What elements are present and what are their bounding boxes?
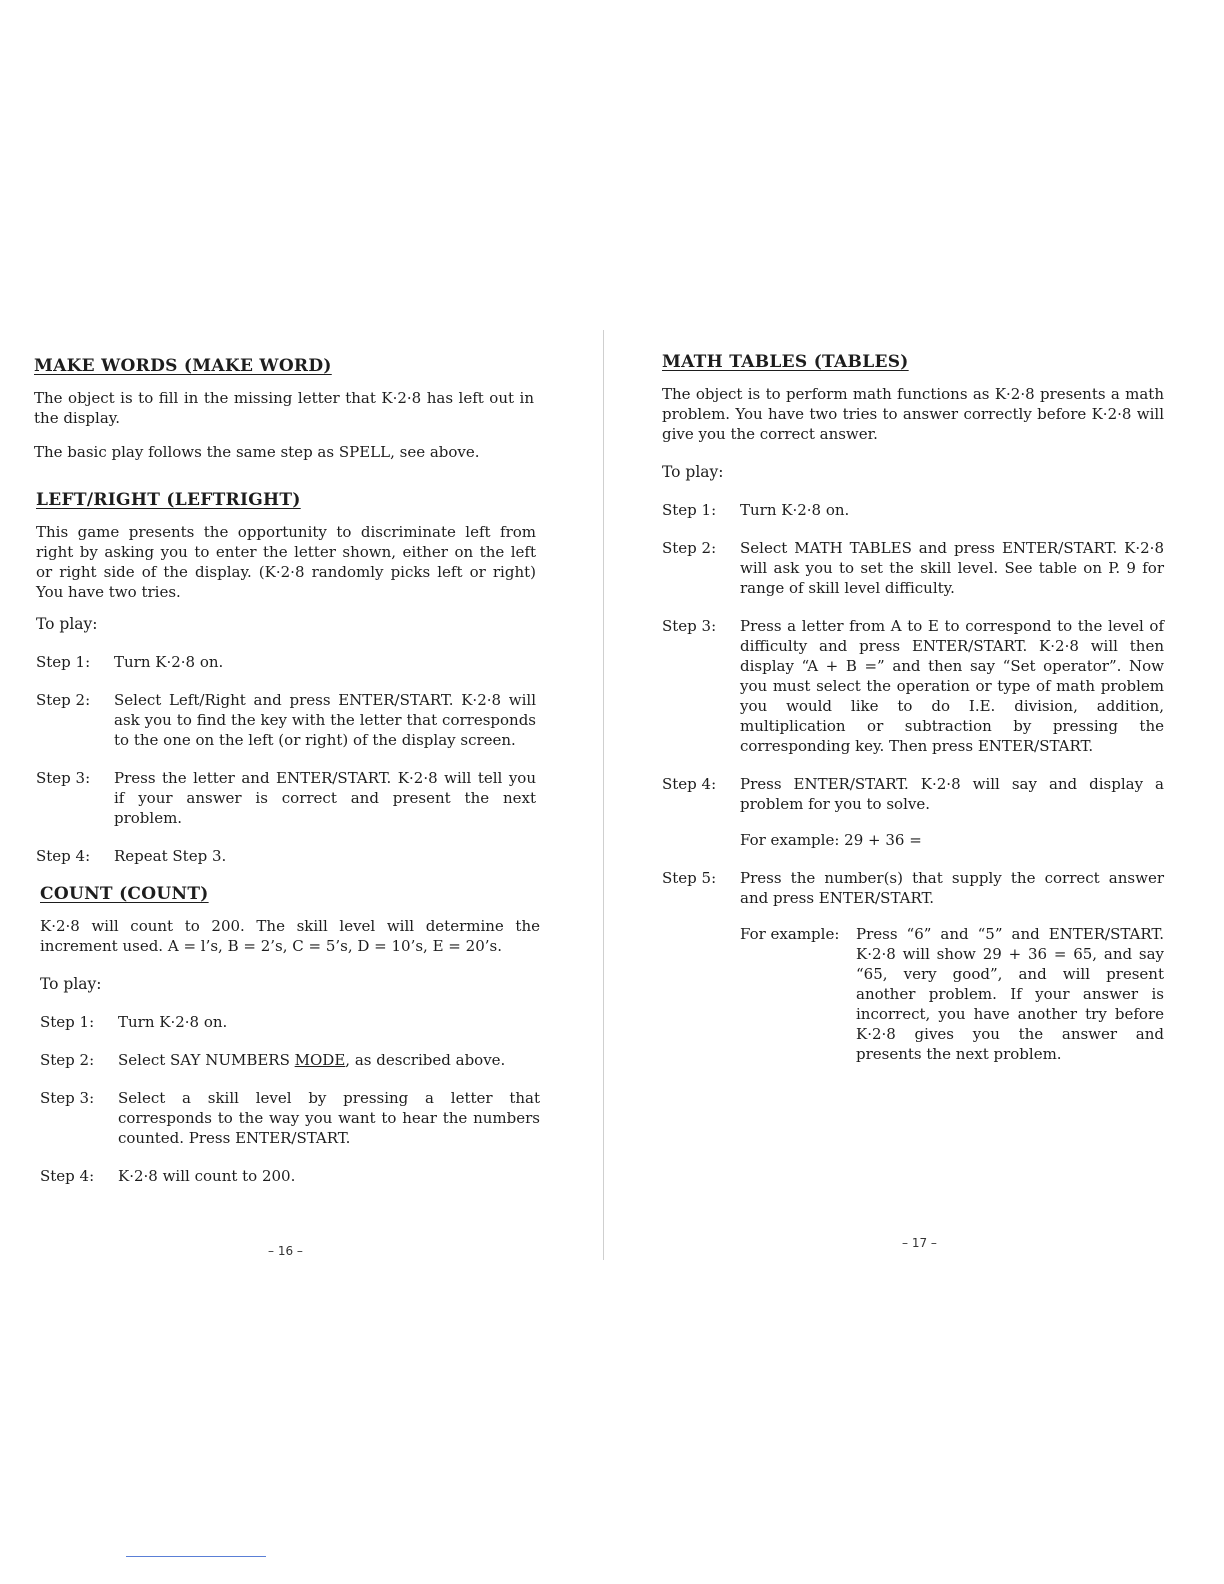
step-text: Select a skill level by pressing a letter that corresponds to the way you want to hear the numbers counted. Press ENTER/START. <box>118 1089 540 1147</box>
step-label: Step 3: <box>662 617 717 635</box>
left-right-step-1 <box>36 652 536 672</box>
step-text: Select MATH TABLES and press ENTER/START. K·2·8 will ask you to set the skill level. See table on P. 9 for range of skill level difficulty. <box>740 539 1164 597</box>
make-words-heading: MAKE WORDS (MAKE WORD) <box>34 356 332 376</box>
math-tables-step-1 <box>662 500 1164 520</box>
step-text-after: , as described above. <box>345 1051 506 1069</box>
left-right-step-4 <box>36 846 536 866</box>
count-step-4 <box>40 1166 540 1186</box>
page-number-16: – 16 – <box>268 1244 303 1258</box>
step-label: Step 1: <box>36 653 91 671</box>
step-text: Press a letter from A to E to correspond to the level of difficulty and press ENTER/START. K·2·8 will then display “A + B =” and then say “Set operator”. Now you must select the operation or type of math problem you would like to do I.E. division, addition, multiplication or subtraction by pressing the corresponding key. Then press ENTER/START. <box>740 617 1164 755</box>
step-label: Step 2: <box>40 1051 95 1069</box>
left-right-description: This game presents the opportunity to discriminate left from right by asking you to enter the letter shown, either on the left or right side of the display. (K·2·8 randomly picks left or right) You have two tries. <box>36 523 536 601</box>
math-tables-heading: MATH TABLES (TABLES) <box>662 352 909 372</box>
step-label: Step 2: <box>36 691 91 709</box>
mode-underlined: MODE <box>294 1051 346 1069</box>
step-label: Step 1: <box>662 501 717 519</box>
math-tables-to-play: To play: <box>662 463 724 481</box>
page-gutter-divider <box>603 330 604 1260</box>
step-label: Step 3: <box>40 1089 95 1107</box>
step-text: Repeat Step 3. <box>114 847 227 865</box>
step-4-example: For example: 29 + 36 = <box>740 831 922 849</box>
step-5-text: Press the number(s) that supply the correct answer and press ENTER/START. <box>740 869 1164 907</box>
step-text: Turn K·2·8 on. <box>118 1013 228 1031</box>
left-right-step-3 <box>36 768 536 828</box>
count-section <box>40 884 540 1186</box>
math-tables-step-3 <box>662 616 1164 756</box>
make-words-basic-play: The basic play follows the same step as SPELL, see above. <box>34 443 480 461</box>
step-text <box>118 1050 540 1070</box>
step-text <box>740 774 1164 850</box>
step-label: Step 1: <box>40 1013 95 1031</box>
math-tables-step-2 <box>662 538 1164 598</box>
step-text: Press the letter and ENTER/START. K·2·8 will tell you if your answer is correct and present the next problem. <box>114 769 536 827</box>
step-label: Step 2: <box>662 539 717 557</box>
make-words-section <box>34 356 534 462</box>
step-text: K·2·8 will count to 200. <box>118 1167 296 1185</box>
step-text: Turn K·2·8 on. <box>114 653 224 671</box>
step-5-example <box>740 924 1164 1064</box>
math-tables-step-4 <box>662 774 1164 850</box>
step-text <box>740 868 1164 1064</box>
right-page <box>606 0 1224 1584</box>
step-text: Turn K·2·8 on. <box>740 501 850 519</box>
count-to-play: To play: <box>40 975 102 993</box>
step-label: Step 4: <box>662 775 717 793</box>
step-label: Step 4: <box>40 1167 95 1185</box>
page-number-17: – 17 – <box>902 1236 937 1250</box>
step-4-text: Press ENTER/START. K·2·8 will say and display a problem for you to solve. <box>740 775 1164 813</box>
step-label: Step 4: <box>36 847 91 865</box>
left-right-section <box>36 490 536 866</box>
example-text: Press “6” and “5” and ENTER/START. K·2·8 will show 29 + 36 = 65, and say “65, very good”, and will present another problem. If your answer is incorrect, you have another try before K·2·8 gives you the answer and presents the next problem. <box>856 925 1164 1063</box>
example-label: For example: <box>740 925 840 943</box>
left-page <box>0 0 600 1584</box>
math-tables-section <box>662 352 1164 1064</box>
count-step-1 <box>40 1012 540 1032</box>
step-text-before: Select SAY NUMBERS <box>118 1051 295 1069</box>
math-tables-description: The object is to perform math functions as K·2·8 presents a math problem. You have two tries to answer correctly before K·2·8 will give you the correct answer. <box>662 385 1164 443</box>
count-step-3 <box>40 1088 540 1148</box>
count-heading: COUNT (COUNT) <box>40 884 209 904</box>
step-text: Select Left/Right and press ENTER/START. K·2·8 will ask you to find the key with the letter that corresponds to the one on the left (or right) of the display screen. <box>114 691 536 749</box>
make-words-description: The object is to fill in the missing letter that K·2·8 has left out in the display. <box>34 389 534 427</box>
step-label: Step 3: <box>36 769 91 787</box>
step-label: Step 5: <box>662 869 717 887</box>
scan-edge-rule <box>126 1556 266 1557</box>
left-right-step-2 <box>36 690 536 750</box>
math-tables-step-5 <box>662 868 1164 1064</box>
count-description: K·2·8 will count to 200. The skill level will determine the increment used. A = l’s, B = 2’s, C = 5’s, D = 10’s, E = 20’s. <box>40 917 540 955</box>
count-step-2 <box>40 1050 540 1070</box>
left-right-heading: LEFT/RIGHT (LEFTRIGHT) <box>36 490 301 510</box>
left-right-to-play: To play: <box>36 615 98 633</box>
